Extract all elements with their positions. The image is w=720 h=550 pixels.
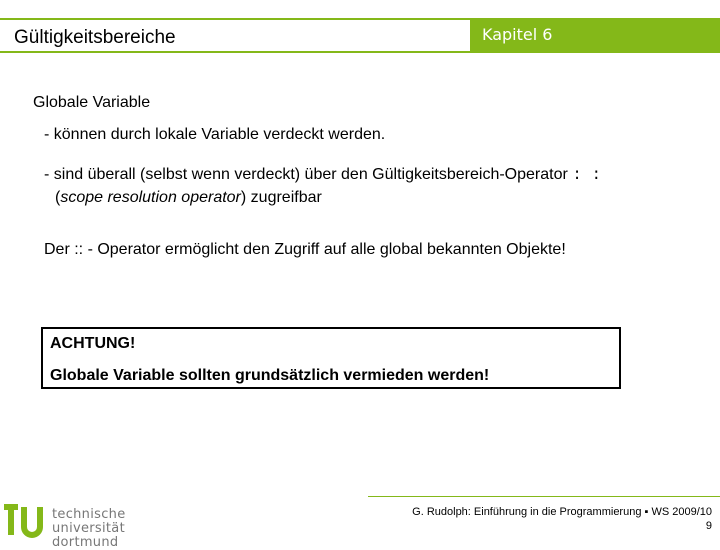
- note-text: Der :: - Operator ermöglicht den Zugriff auf alle global bekannten Objekte!: [44, 241, 566, 258]
- operator-text: : :: [572, 166, 602, 184]
- page-number: 9: [705, 520, 712, 532]
- italic-term: scope resolution operator: [60, 189, 241, 206]
- logo-line-1: technische universität: [52, 507, 126, 536]
- warning-box: [41, 327, 621, 389]
- logo-line-2: dortmund: [52, 535, 119, 550]
- header-title-area: [0, 18, 470, 53]
- bullet-item: - können durch lokale Variable verdeckt werden.: [44, 126, 386, 143]
- footer-divider: [368, 496, 720, 497]
- chapter-label: Kapitel 6: [482, 25, 553, 44]
- university-logo: [0, 500, 200, 550]
- footer-credit: G. Rudolph: Einführung in die Programmierung ▪ WS 2009/10: [412, 506, 712, 518]
- bullet-item: [44, 165, 601, 185]
- bullet-text: - sind überall (selbst wenn verdeckt) über den Gültigkeitsbereich-Operator: [44, 166, 568, 183]
- header-bar: [0, 18, 720, 53]
- warning-title: ACHTUNG!: [50, 335, 136, 352]
- logo-text: [52, 508, 200, 550]
- bullet-continuation: [55, 188, 322, 208]
- paren-open: (: [55, 189, 61, 206]
- bullet-suffix: ) zugreifbar: [240, 189, 322, 206]
- footer: [352, 505, 712, 533]
- section-heading: Globale Variable: [33, 94, 151, 111]
- warning-text: Globale Variable sollten grundsätzlich vermieden werden!: [50, 367, 490, 384]
- chapter-badge: [470, 18, 720, 53]
- page-title: Gültigkeitsbereiche: [14, 27, 176, 48]
- tu-logo-icon: [0, 500, 48, 540]
